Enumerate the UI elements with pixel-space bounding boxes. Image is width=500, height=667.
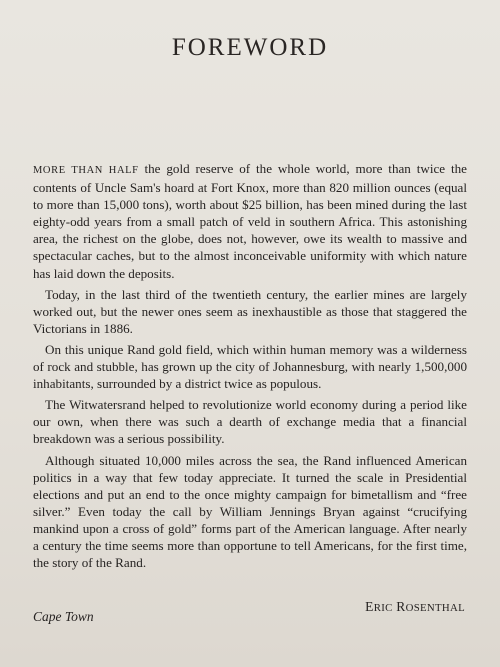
paragraph-1	[33, 160, 467, 282]
signature-place: Cape Town	[33, 609, 94, 624]
signature-author	[365, 599, 465, 615]
page-title: FOREWORD	[171, 34, 329, 61]
foreword-body	[33, 160, 467, 575]
author-last-initial: R	[396, 599, 406, 614]
lead-in-smallcaps: MORE THAN HALF	[33, 165, 139, 176]
author-first-rest: RIC	[373, 602, 393, 614]
paragraph-1-text: the gold reserve of the whole world, more than twice the contents of Uncle Sam's hoard at Fort Knox, more than 820 million ounces (equal to more than 15,000 tons), worth about $25 billion, has been mined during the last eighty-odd years from a small patch of veld in southern Africa. This astonishing area, the richest on the globe, does not, however, owe its wealth to massive and spectacular caches, but to the almost inconceivable uniformity with which nature has laid down the deposits.	[33, 161, 467, 281]
paragraph-2: Today, in the last third of the twentieth century, the earlier mines are largely worked out, but the newer ones seem as inexhaustible as those that staggered the Victorians in 1886.	[33, 286, 467, 336]
author-last-rest: OSENTHAL	[405, 602, 465, 614]
author-first-initial: E	[365, 599, 374, 614]
paragraph-5: Although situated 10,000 miles across the sea, the Rand influenced American politics in a way that few today appreciate. It turned the scale in Presidential elections and put an end to the once mighty campaign for bimetallism and “free silver.” Even today the call by William Jennings Bryan against “crucifying mankind upon a cross of gold” forms part of the American language. After nearly a century the time seems more than opportune to tell Americans, for the first time, the story of the Rand.	[33, 452, 467, 571]
paragraph-4: The Witwatersrand helped to revolutionize world economy during a period like our own, when there was such a dearth of exchange media that a financial breakdown was a serious possibility.	[33, 397, 467, 447]
paragraph-3: On this unique Rand gold field, which within human memory was a wilderness of rock and stubble, has grown up the city of Johannesburg, with nearly 1,500,000 inhabitants, surrounded by a district twice as populous.	[33, 341, 467, 392]
